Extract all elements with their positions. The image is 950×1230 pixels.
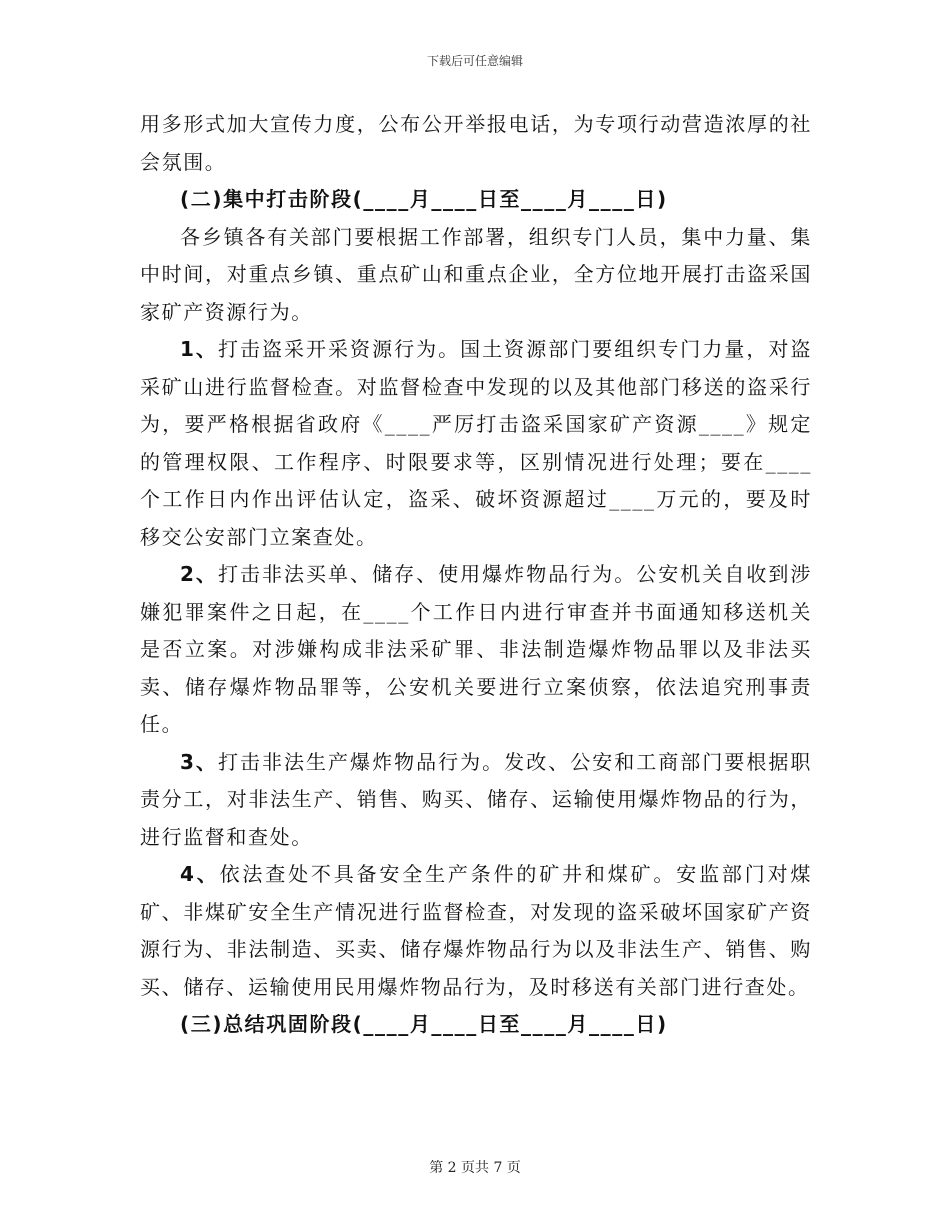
- page-number: 第 2 页共 7 页: [429, 1160, 521, 1176]
- item-text: 打击盗采开采资源行为。国土资源部门要组织专门力量，对盗采矿山进行监督检查。对监督检查中发现的以及其他部门移送的盗采行为，要严格根据省政府《____严厉打击盗采国家矿产资源____》规定的管理权限、工作程序、时限要求等，区别情况进行处理；要在____个工作日内作出评估认定，盗采、破坏资源超过____万元的，要及时移交公安部门立案查处。: [140, 337, 812, 549]
- page-header-note: 下载后可任意编辑: [426, 54, 523, 68]
- paragraph-item-1: [140, 331, 812, 556]
- paragraph-item-4: [140, 856, 812, 1006]
- item-number: 2、: [180, 562, 218, 586]
- item-number: 4、: [180, 862, 220, 886]
- item-text: 打击非法生产爆炸物品行为。发改、公安和工商部门要根据职责分工，对非法生产、销售、购买、储存、运输使用爆炸物品的行为，进行监督和查处。: [140, 749, 812, 849]
- paragraph-continuation: 用多形式加大宣传力度，公布公开举报电话，为专项行动营造浓厚的社会氛围。: [140, 112, 812, 174]
- paragraph-item-3: [140, 744, 812, 857]
- item-number: 1、: [180, 337, 218, 361]
- paragraph-intro: 各乡镇各有关部门要根据工作部署，组织专门人员，集中力量、集中时间，对重点乡镇、重点矿山和重点企业，全方位地开展打击盗采国家矿产资源行为。: [140, 224, 812, 324]
- item-text: 依法查处不具备安全生产条件的矿井和煤矿。安监部门对煤矿、非煤矿安全生产情况进行监督检查，对发现的盗采破坏国家矿产资源行为、非法制造、买卖、储存爆炸物品行为以及非法生产、销售、购买、储存、运输使用民用爆炸物品行为，及时移送有关部门进行查处。: [140, 862, 812, 999]
- item-text: 打击非法买单、储存、使用爆炸物品行为。公安机关自收到涉嫌犯罪案件之日起，在____个工作日内进行审查并书面通知移送机关是否立案。对涉嫌构成非法采矿罪、非法制造爆炸物品罪以及非法买卖、储存爆炸物品罪等，公安机关要进行立案侦察，依法追究刑事责任。: [140, 562, 812, 736]
- section-heading-3: (三)总结巩固阶段(____月____日至____月____日): [180, 1012, 668, 1036]
- paragraph-item-2: [140, 556, 812, 744]
- item-number: 3、: [180, 749, 218, 774]
- document-body: [140, 106, 812, 1044]
- section-heading-2: (二)集中打击阶段(____月____日至____月____日): [180, 187, 668, 211]
